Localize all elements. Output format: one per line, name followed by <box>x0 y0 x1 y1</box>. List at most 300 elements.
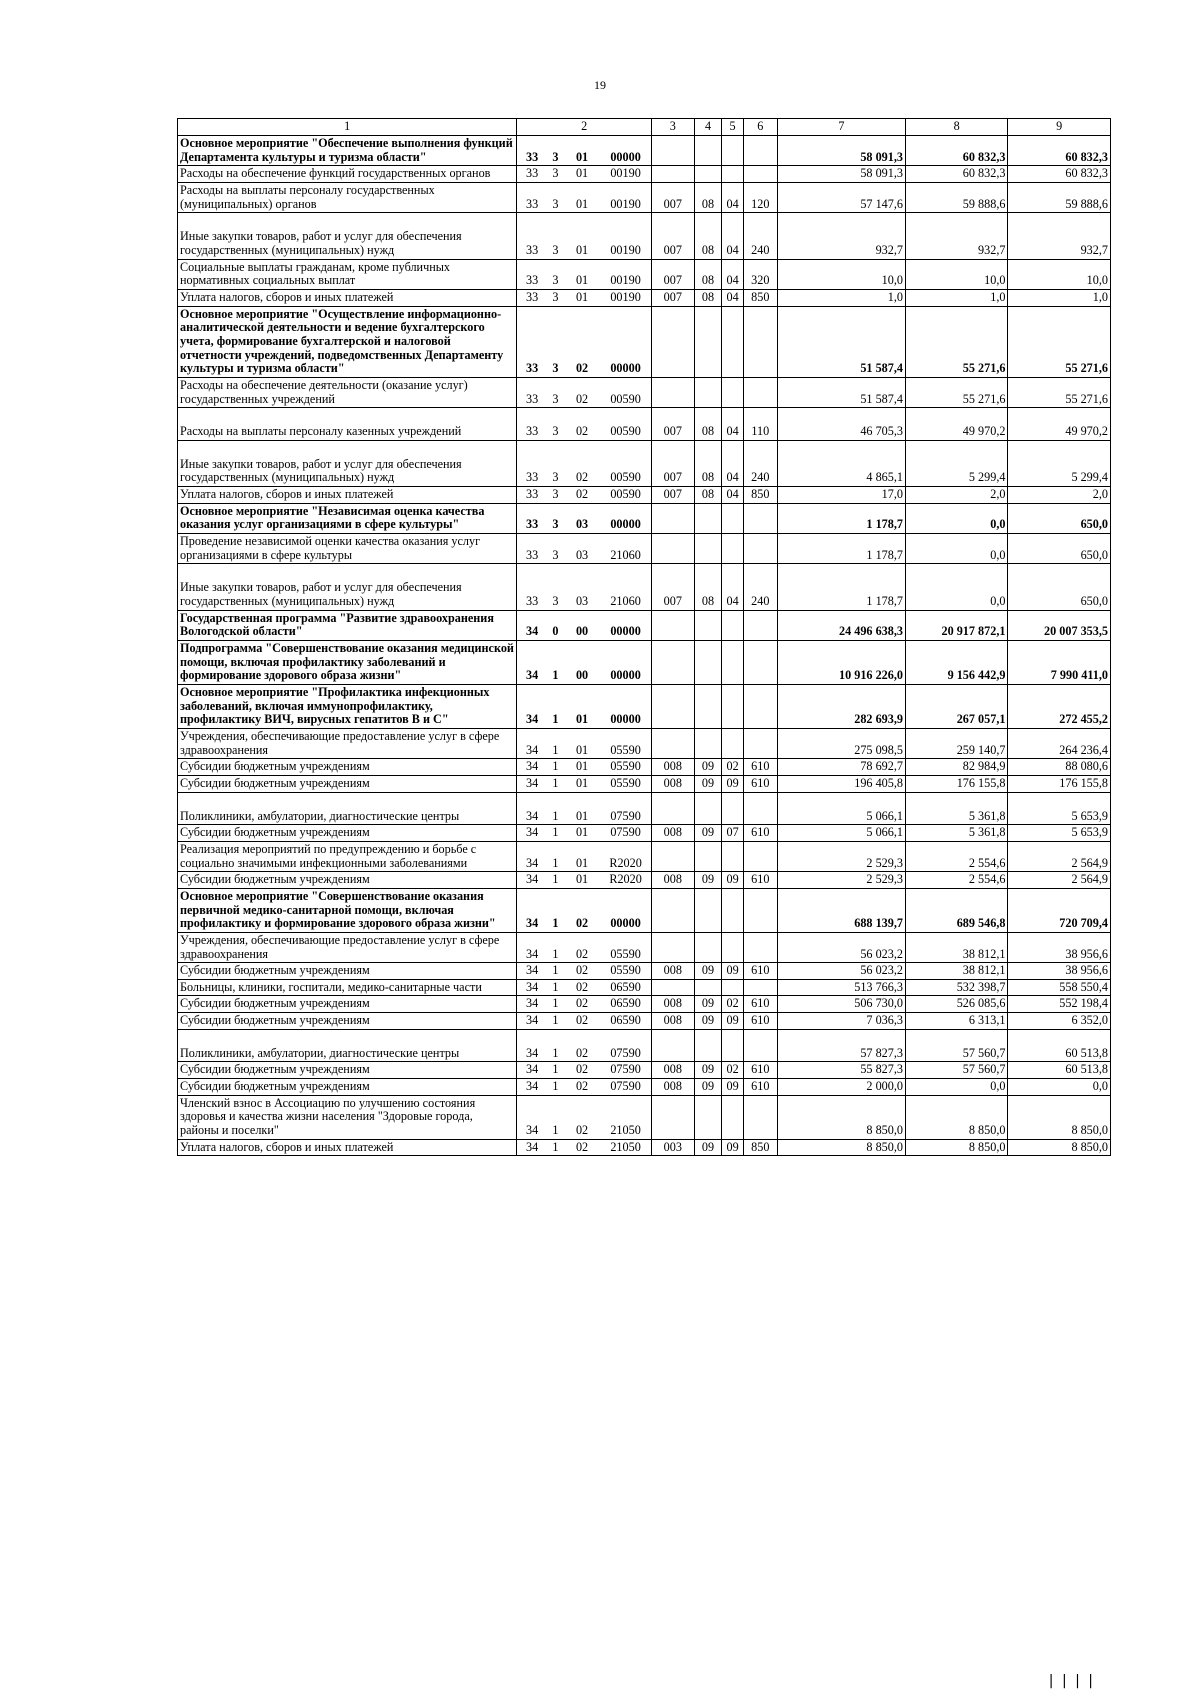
code-direction: 06590 <box>600 996 651 1013</box>
code-subprogram: 1 <box>547 979 564 996</box>
amount-col-9: 552 198,4 <box>1008 996 1111 1013</box>
amount-col-9: 60 832,3 <box>1008 166 1111 183</box>
amount-col-9: 38 956,6 <box>1008 932 1111 962</box>
code-expense-type: 610 <box>743 1062 777 1079</box>
amount-col-7: 1 178,7 <box>777 534 905 564</box>
amount-col-9: 6 352,0 <box>1008 1013 1111 1030</box>
code-section <box>694 888 722 932</box>
code-activity: 01 <box>564 759 600 776</box>
table-row <box>178 377 1111 407</box>
code-activity: 02 <box>564 979 600 996</box>
code-subprogram: 1 <box>547 728 564 758</box>
footer-marks: | | | | <box>1048 1673 1095 1689</box>
code-grbs: 007 <box>651 564 694 610</box>
code-subsection: 04 <box>722 213 743 259</box>
amount-col-8: 5 361,8 <box>905 825 1007 842</box>
amount-col-8: 38 812,1 <box>905 932 1007 962</box>
amount-col-7: 7 036,3 <box>777 1013 905 1030</box>
row-name: Расходы на выплаты персоналу государственных (муниципальных) органов <box>178 182 517 212</box>
row-name: Субсидии бюджетным учреждениям <box>178 1062 517 1079</box>
code-program: 34 <box>517 888 547 932</box>
amount-col-9: 176 155,8 <box>1008 775 1111 792</box>
table-row <box>178 728 1111 758</box>
code-program: 33 <box>517 503 547 533</box>
table-row <box>178 1095 1111 1139</box>
code-grbs <box>651 792 694 825</box>
code-program: 34 <box>517 685 547 729</box>
code-subsection: 09 <box>722 1013 743 1030</box>
code-subsection: 04 <box>722 440 743 486</box>
code-subsection <box>722 1029 743 1062</box>
code-subsection <box>722 136 743 166</box>
amount-col-8: 0,0 <box>905 1079 1007 1096</box>
amount-col-9: 38 956,6 <box>1008 963 1111 980</box>
code-subsection <box>722 888 743 932</box>
code-subprogram: 1 <box>547 759 564 776</box>
code-section <box>694 136 722 166</box>
code-program: 33 <box>517 564 547 610</box>
code-subsection: 09 <box>722 775 743 792</box>
code-activity: 03 <box>564 564 600 610</box>
amount-col-8: 532 398,7 <box>905 979 1007 996</box>
code-expense-type: 610 <box>743 775 777 792</box>
code-subprogram: 1 <box>547 1062 564 1079</box>
header-col-1: 1 <box>178 119 517 136</box>
code-subprogram: 3 <box>547 289 564 306</box>
code-expense-type <box>743 534 777 564</box>
code-direction: 00000 <box>600 888 651 932</box>
amount-col-8: 6 313,1 <box>905 1013 1007 1030</box>
code-subsection <box>722 841 743 871</box>
code-subprogram: 1 <box>547 775 564 792</box>
code-expense-type: 610 <box>743 759 777 776</box>
amount-col-9: 88 080,6 <box>1008 759 1111 776</box>
row-name: Иные закупки товаров, работ и услуг для обеспечения государственных (муниципальных) нужд <box>178 213 517 259</box>
row-name: Социальные выплаты гражданам, кроме публичных нормативных социальных выплат <box>178 259 517 289</box>
code-grbs: 008 <box>651 775 694 792</box>
code-subsection: 09 <box>722 1079 743 1096</box>
amount-col-9: 5 653,9 <box>1008 825 1111 842</box>
code-direction: 00000 <box>600 685 651 729</box>
amount-col-8: 8 850,0 <box>905 1139 1007 1156</box>
code-program: 33 <box>517 166 547 183</box>
code-program: 33 <box>517 534 547 564</box>
row-name: Основное мероприятие "Осуществление информационно-аналитической деятельности и ведение бухгалтерского учета, формирование бухгалтерской и налоговой отчетности учреждений, подведомственных Департаменту культуры и туризма области" <box>178 306 517 377</box>
code-section: 08 <box>694 182 722 212</box>
row-name: Иные закупки товаров, работ и услуг для обеспечения государственных (муниципальных) нужд <box>178 564 517 610</box>
code-program: 34 <box>517 728 547 758</box>
code-subsection: 09 <box>722 963 743 980</box>
code-expense-type <box>743 166 777 183</box>
amount-col-8: 60 832,3 <box>905 166 1007 183</box>
code-section: 08 <box>694 408 722 441</box>
code-subsection: 09 <box>722 1139 743 1156</box>
row-name: Реализация мероприятий по предупреждению и борьбе с социально значимыми инфекционными заболеваниями <box>178 841 517 871</box>
table-row <box>178 182 1111 212</box>
row-name: Проведение независимой оценки качества оказания услуг организациями в сфере культуры <box>178 534 517 564</box>
code-subprogram: 1 <box>547 888 564 932</box>
amount-col-7: 5 066,1 <box>777 792 905 825</box>
code-program: 34 <box>517 1095 547 1139</box>
code-activity: 02 <box>564 1062 600 1079</box>
table-row <box>178 440 1111 486</box>
header-col-8: 8 <box>905 119 1007 136</box>
amount-col-9: 720 709,4 <box>1008 888 1111 932</box>
code-section: 09 <box>694 759 722 776</box>
amount-col-9: 60 832,3 <box>1008 136 1111 166</box>
code-expense-type <box>743 841 777 871</box>
amount-col-8: 20 917 872,1 <box>905 610 1007 640</box>
code-subsection: 07 <box>722 825 743 842</box>
code-direction: 05590 <box>600 963 651 980</box>
code-subprogram: 3 <box>547 182 564 212</box>
code-subprogram: 3 <box>547 564 564 610</box>
code-program: 34 <box>517 1029 547 1062</box>
amount-col-7: 275 098,5 <box>777 728 905 758</box>
amount-col-7: 51 587,4 <box>777 306 905 377</box>
code-section <box>694 1095 722 1139</box>
code-section <box>694 1029 722 1062</box>
code-subprogram: 3 <box>547 259 564 289</box>
code-section <box>694 306 722 377</box>
code-direction: 00190 <box>600 289 651 306</box>
code-grbs <box>651 685 694 729</box>
code-expense-type: 240 <box>743 564 777 610</box>
code-grbs <box>651 306 694 377</box>
code-subprogram: 1 <box>547 872 564 889</box>
code-grbs <box>651 641 694 685</box>
row-name: Учреждения, обеспечивающие предоставление услуг в сфере здравоохранения <box>178 728 517 758</box>
row-name: Основное мероприятие "Совершенствование оказания первичной медико-санитарной помощи, включая профилактику и формирование здорового образа жизни" <box>178 888 517 932</box>
code-grbs: 008 <box>651 1013 694 1030</box>
code-direction: 07590 <box>600 1029 651 1062</box>
amount-col-7: 282 693,9 <box>777 685 905 729</box>
amount-col-7: 24 496 638,3 <box>777 610 905 640</box>
code-subsection: 09 <box>722 872 743 889</box>
code-program: 34 <box>517 1079 547 1096</box>
code-activity: 02 <box>564 1079 600 1096</box>
amount-col-9: 7 990 411,0 <box>1008 641 1111 685</box>
code-activity: 00 <box>564 610 600 640</box>
amount-col-9: 2,0 <box>1008 487 1111 504</box>
amount-col-9: 1,0 <box>1008 289 1111 306</box>
row-name: Субсидии бюджетным учреждениям <box>178 1013 517 1030</box>
code-subsection: 04 <box>722 182 743 212</box>
code-expense-type: 610 <box>743 963 777 980</box>
code-section <box>694 841 722 871</box>
amount-col-8: 0,0 <box>905 564 1007 610</box>
code-subsection <box>722 377 743 407</box>
code-subprogram: 1 <box>547 1139 564 1156</box>
amount-col-8: 82 984,9 <box>905 759 1007 776</box>
table-row <box>178 1139 1111 1156</box>
code-program: 33 <box>517 213 547 259</box>
code-activity: 02 <box>564 996 600 1013</box>
code-expense-type <box>743 377 777 407</box>
code-subprogram: 1 <box>547 1013 564 1030</box>
code-expense-type: 610 <box>743 1013 777 1030</box>
amount-col-9: 10,0 <box>1008 259 1111 289</box>
row-name: Субсидии бюджетным учреждениям <box>178 1079 517 1096</box>
amount-col-7: 688 139,7 <box>777 888 905 932</box>
amount-col-9: 60 513,8 <box>1008 1062 1111 1079</box>
code-activity: 02 <box>564 888 600 932</box>
code-section <box>694 641 722 685</box>
code-direction: 00590 <box>600 440 651 486</box>
code-subprogram: 3 <box>547 213 564 259</box>
code-section <box>694 166 722 183</box>
code-program: 34 <box>517 1013 547 1030</box>
code-direction: 00000 <box>600 641 651 685</box>
amount-col-9: 8 850,0 <box>1008 1095 1111 1139</box>
code-subprogram: 3 <box>547 166 564 183</box>
row-name: Субсидии бюджетным учреждениям <box>178 759 517 776</box>
row-name: Иные закупки товаров, работ и услуг для обеспечения государственных (муниципальных) нужд <box>178 440 517 486</box>
code-grbs: 008 <box>651 1062 694 1079</box>
table-row <box>178 136 1111 166</box>
code-grbs: 008 <box>651 759 694 776</box>
table-row <box>178 1079 1111 1096</box>
code-direction: 00590 <box>600 487 651 504</box>
code-subprogram: 3 <box>547 136 564 166</box>
table-row <box>178 932 1111 962</box>
code-subsection: 02 <box>722 1062 743 1079</box>
code-section: 09 <box>694 1079 722 1096</box>
code-direction: 21050 <box>600 1139 651 1156</box>
code-activity: 01 <box>564 792 600 825</box>
code-direction: 00590 <box>600 377 651 407</box>
code-grbs: 008 <box>651 825 694 842</box>
code-expense-type <box>743 503 777 533</box>
code-expense-type <box>743 1095 777 1139</box>
amount-col-8: 9 156 442,9 <box>905 641 1007 685</box>
table-row <box>178 996 1111 1013</box>
amount-col-8: 2 554,6 <box>905 841 1007 871</box>
row-name: Субсидии бюджетным учреждениям <box>178 963 517 980</box>
code-expense-type: 610 <box>743 872 777 889</box>
code-direction: 00190 <box>600 182 651 212</box>
code-subprogram: 1 <box>547 1095 564 1139</box>
amount-col-7: 8 850,0 <box>777 1095 905 1139</box>
code-activity: 02 <box>564 1139 600 1156</box>
code-activity: 01 <box>564 259 600 289</box>
table-row <box>178 1013 1111 1030</box>
amount-col-8: 57 560,7 <box>905 1062 1007 1079</box>
code-activity: 02 <box>564 377 600 407</box>
row-name: Уплата налогов, сборов и иных платежей <box>178 289 517 306</box>
amount-col-8: 0,0 <box>905 534 1007 564</box>
code-subprogram: 1 <box>547 685 564 729</box>
code-direction: 07590 <box>600 792 651 825</box>
code-expense-type <box>743 728 777 758</box>
code-program: 34 <box>517 979 547 996</box>
code-direction: 00190 <box>600 213 651 259</box>
code-subprogram: 1 <box>547 932 564 962</box>
amount-col-8: 689 546,8 <box>905 888 1007 932</box>
code-section: 09 <box>694 872 722 889</box>
code-subprogram: 3 <box>547 487 564 504</box>
code-grbs: 007 <box>651 408 694 441</box>
code-subsection <box>722 792 743 825</box>
row-name: Субсидии бюджетным учреждениям <box>178 775 517 792</box>
amount-col-9: 650,0 <box>1008 503 1111 533</box>
code-subsection <box>722 685 743 729</box>
code-direction: 05590 <box>600 728 651 758</box>
code-subprogram: 1 <box>547 1029 564 1062</box>
row-name: Государственная программа "Развитие здравоохранения Вологодской области" <box>178 610 517 640</box>
code-section: 09 <box>694 996 722 1013</box>
amount-col-8: 55 271,6 <box>905 377 1007 407</box>
row-name: Расходы на обеспечение функций государственных органов <box>178 166 517 183</box>
code-subprogram: 3 <box>547 408 564 441</box>
table-body <box>178 119 1111 1156</box>
code-program: 34 <box>517 841 547 871</box>
code-grbs <box>651 1095 694 1139</box>
amount-col-9: 5 653,9 <box>1008 792 1111 825</box>
code-section <box>694 932 722 962</box>
code-program: 33 <box>517 136 547 166</box>
code-direction: 21060 <box>600 564 651 610</box>
code-grbs <box>651 166 694 183</box>
amount-col-8: 38 812,1 <box>905 963 1007 980</box>
code-subsection <box>722 979 743 996</box>
row-name: Основное мероприятие "Обеспечение выполнения функций Департамента культуры и туризма области" <box>178 136 517 166</box>
code-subprogram: 1 <box>547 841 564 871</box>
code-expense-type <box>743 306 777 377</box>
code-expense-type: 320 <box>743 259 777 289</box>
row-name: Расходы на обеспечение деятельности (оказание услуг) государственных учреждений <box>178 377 517 407</box>
code-grbs <box>651 979 694 996</box>
code-grbs <box>651 503 694 533</box>
header-col-7: 7 <box>777 119 905 136</box>
code-program: 34 <box>517 1139 547 1156</box>
code-program: 34 <box>517 996 547 1013</box>
amount-col-9: 8 850,0 <box>1008 1139 1111 1156</box>
header-row <box>178 119 1111 136</box>
row-name: Основное мероприятие "Профилактика инфекционных заболеваний, включая иммунопрофилактику, профилактику ВИЧ, вирусных гепатитов В и С" <box>178 685 517 729</box>
code-activity: 02 <box>564 306 600 377</box>
code-grbs <box>651 610 694 640</box>
code-subprogram: 3 <box>547 503 564 533</box>
row-name: Субсидии бюджетным учреждениям <box>178 825 517 842</box>
page-number: 19 <box>594 78 606 92</box>
code-subprogram: 1 <box>547 792 564 825</box>
table-row <box>178 289 1111 306</box>
code-program: 34 <box>517 792 547 825</box>
code-grbs <box>651 888 694 932</box>
code-section <box>694 979 722 996</box>
amount-col-8: 526 085,6 <box>905 996 1007 1013</box>
code-subsection <box>722 1095 743 1139</box>
amount-col-7: 196 405,8 <box>777 775 905 792</box>
amount-col-8: 176 155,8 <box>905 775 1007 792</box>
amount-col-9: 2 564,9 <box>1008 872 1111 889</box>
amount-col-7: 57 147,6 <box>777 182 905 212</box>
code-activity: 01 <box>564 685 600 729</box>
amount-col-9: 55 271,6 <box>1008 306 1111 377</box>
code-section: 09 <box>694 1139 722 1156</box>
code-expense-type <box>743 1029 777 1062</box>
code-grbs: 007 <box>651 289 694 306</box>
amount-col-9: 650,0 <box>1008 564 1111 610</box>
code-section: 09 <box>694 963 722 980</box>
amount-col-8: 2,0 <box>905 487 1007 504</box>
code-program: 33 <box>517 259 547 289</box>
amount-col-9: 59 888,6 <box>1008 182 1111 212</box>
code-section <box>694 377 722 407</box>
table-row <box>178 1029 1111 1062</box>
code-section: 08 <box>694 259 722 289</box>
amount-col-8: 57 560,7 <box>905 1029 1007 1062</box>
code-direction: 00190 <box>600 259 651 289</box>
code-expense-type <box>743 685 777 729</box>
table-row <box>178 685 1111 729</box>
amount-col-9: 264 236,4 <box>1008 728 1111 758</box>
code-section: 09 <box>694 1013 722 1030</box>
budget-table <box>177 118 1111 1156</box>
amount-col-9: 650,0 <box>1008 534 1111 564</box>
row-name: Уплата налогов, сборов и иных платежей <box>178 1139 517 1156</box>
code-expense-type: 850 <box>743 289 777 306</box>
code-subsection: 04 <box>722 289 743 306</box>
amount-col-8: 5 299,4 <box>905 440 1007 486</box>
code-subsection <box>722 166 743 183</box>
table-row <box>178 487 1111 504</box>
code-expense-type: 610 <box>743 996 777 1013</box>
code-grbs: 008 <box>651 963 694 980</box>
table-row <box>178 963 1111 980</box>
code-direction: 07590 <box>600 1062 651 1079</box>
code-section: 08 <box>694 289 722 306</box>
code-subprogram: 1 <box>547 825 564 842</box>
amount-col-7: 5 066,1 <box>777 825 905 842</box>
code-program: 33 <box>517 377 547 407</box>
code-subsection <box>722 534 743 564</box>
code-expense-type: 850 <box>743 1139 777 1156</box>
code-program: 33 <box>517 408 547 441</box>
amount-col-8: 267 057,1 <box>905 685 1007 729</box>
header-col-3: 3 <box>651 119 694 136</box>
code-expense-type: 240 <box>743 440 777 486</box>
code-expense-type: 240 <box>743 213 777 259</box>
table-row <box>178 841 1111 871</box>
code-direction: 07590 <box>600 825 651 842</box>
row-name: Субсидии бюджетным учреждениям <box>178 996 517 1013</box>
code-activity: 01 <box>564 872 600 889</box>
amount-col-7: 56 023,2 <box>777 963 905 980</box>
code-program: 34 <box>517 775 547 792</box>
code-grbs: 007 <box>651 213 694 259</box>
amount-col-7: 78 692,7 <box>777 759 905 776</box>
code-expense-type <box>743 792 777 825</box>
table-row <box>178 825 1111 842</box>
code-activity: 02 <box>564 440 600 486</box>
amount-col-7: 2 000,0 <box>777 1079 905 1096</box>
code-activity: 01 <box>564 775 600 792</box>
code-section <box>694 534 722 564</box>
code-direction: 05590 <box>600 932 651 962</box>
row-name: Расходы на выплаты персоналу казенных учреждений <box>178 408 517 441</box>
amount-col-7: 4 865,1 <box>777 440 905 486</box>
header-col-4: 4 <box>694 119 722 136</box>
code-direction: 06590 <box>600 979 651 996</box>
row-name: Уплата налогов, сборов и иных платежей <box>178 487 517 504</box>
code-expense-type <box>743 641 777 685</box>
code-subsection <box>722 932 743 962</box>
code-subprogram: 1 <box>547 1079 564 1096</box>
amount-col-7: 46 705,3 <box>777 408 905 441</box>
code-grbs: 003 <box>651 1139 694 1156</box>
